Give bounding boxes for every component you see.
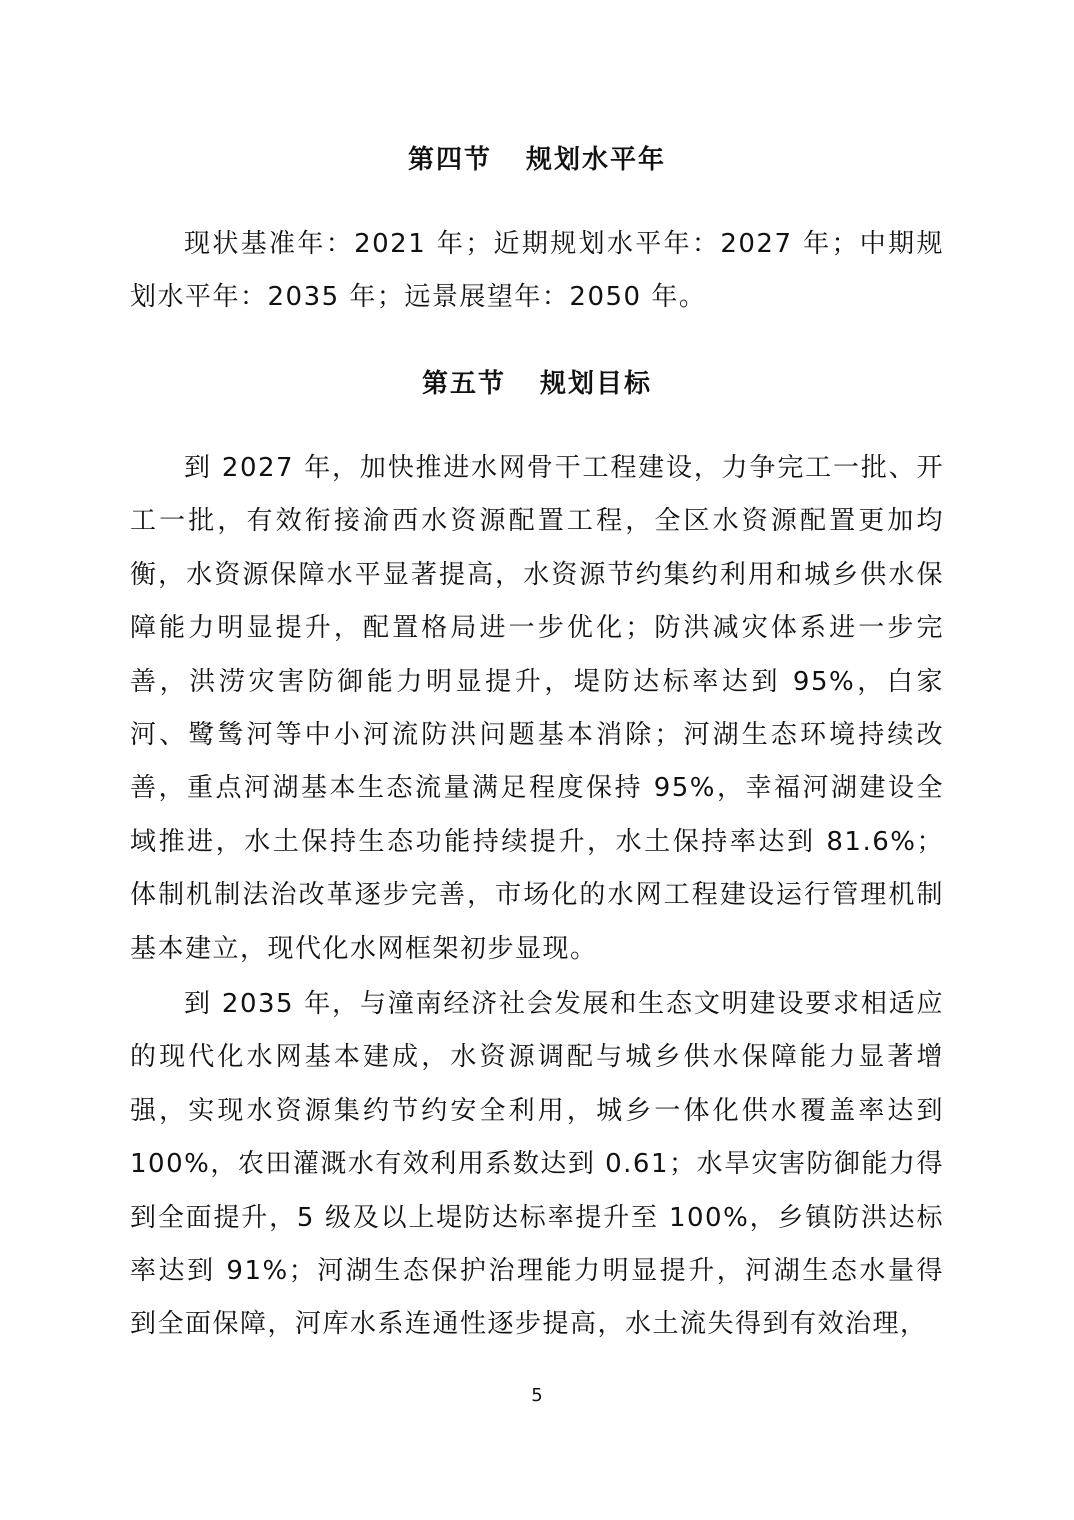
page-number: 5: [531, 1385, 543, 1406]
planning-years-paragraph: 现状基准年：2021 年；近期规划水平年：2027 年；中期规划水平年：2035 年；远景展望年：2050 年。: [130, 229, 944, 313]
section-5-number: 第五节: [421, 369, 506, 399]
section-4-heading: [0, 140, 1074, 180]
section-5-title: 规划目标: [540, 369, 653, 399]
goal-2027-paragraph: 到 2027 年，加快推进水网骨干工程建设，力争完工一批、开工一批，有效衔接渝西水资源配置工程，全区水资源配置更加均衡，水资源保障水平显著提高，水资源节约集约利用和城乡供水保障能力明显提升，配置格局进一步优化；防洪减灾体系进一步完善，洪涝灾害防御能力明显提升，堤防达标率达到 95%，白家河、鹭鸶河等中小河流防洪问题基本消除；河湖生态环境持续改善，重点河湖基本生态流量满足程度保持 95%，幸福河湖建设全域推进，水土保持生态功能持续提升，水土保持率达到 81.6%；体制机制法治改革逐步完善，市场化的水网工程建设运行管理机制基本建立，现代化水网框架初步显现。: [130, 453, 944, 964]
goal-2035-paragraph: 到 2035 年，与潼南经济社会发展和生态文明建设要求相适应的现代化水网基本建成，水资源调配与城乡供水保障能力显著增强，实现水资源集约节约安全利用，城乡一体化供水覆盖率达到100%，农田灌溉水有效利用系数达到 0.61；水旱灾害防御能力得到全面提升，5 级及以上堤防达标率提升至 100%，乡镇防洪达标率达到 91%；河湖生态保护治理能力明显提升，河湖生态水量得到全面保障，河库水系连通性逐步提高，水土流失得到有效治理，: [130, 989, 944, 1340]
section-4-title: 规划水平年: [526, 145, 667, 175]
section-4-number: 第四节: [407, 145, 492, 175]
section-5-heading: [0, 364, 1074, 404]
